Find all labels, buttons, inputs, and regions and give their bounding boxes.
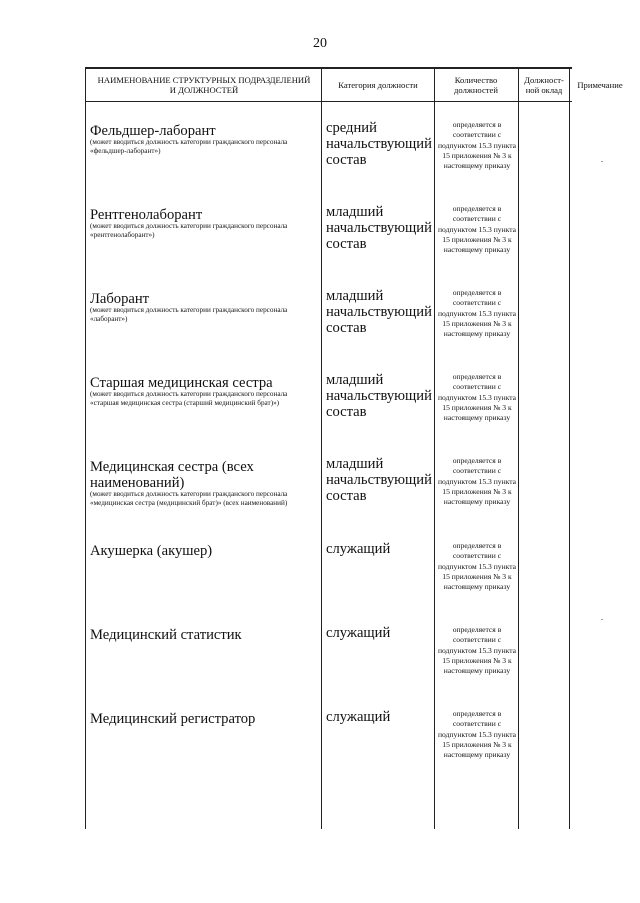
position-note: (может вводиться должность категории гражданского персонала «старшая медицинская сестра (старший медицинский брат)») (90, 390, 288, 407)
position-title: Акушерка (акушер) (90, 543, 213, 559)
position-count: определяется в соответствии с подпунктом 15.3 пункта 15 приложения № 3 к настоящему приказу (437, 541, 517, 592)
table-col-line-3 (518, 67, 519, 829)
position-category: младший начальствующий состав (326, 372, 432, 420)
position-note: (может вводиться должность категории гражданского персонала «фельдшер-лаборант») (90, 138, 288, 155)
position-title: Старшая медицинская сестра (90, 375, 273, 391)
header-count: Количество должностей (454, 75, 498, 95)
position-count: определяется в соответствии с подпунктом 15.3 пункта 15 приложения № 3 к настоящему приказу (437, 288, 517, 339)
position-category: служащий (326, 541, 391, 557)
table-col-line-0 (85, 67, 86, 829)
position-title: Рентгенолаборант (90, 207, 203, 223)
position-category: младший начальствующий состав (326, 288, 432, 336)
position-count: определяется в соответствии с подпунктом 15.3 пункта 15 приложения № 3 к настоящему приказу (437, 204, 517, 255)
table-col-line-1 (321, 67, 322, 829)
position-category: младший начальствующий состав (326, 456, 432, 504)
position-category: младший начальствующий состав (326, 204, 432, 252)
table-header-border (85, 101, 572, 102)
position-count: определяется в соответствии с подпунктом 15.3 пункта 15 приложения № 3 к настоящему приказу (437, 120, 517, 171)
header-note: Примечание (577, 80, 623, 90)
header-name: НАИМЕНОВАНИЕ СТРУКТУРНЫХ ПОДРАЗДЕЛЕНИЙ И ДОЛЖНОСТЕЙ (97, 75, 311, 95)
position-count: определяется в соответствии с подпунктом 15.3 пункта 15 приложения № 3 к настоящему приказу (437, 372, 517, 423)
position-category: служащий (326, 709, 391, 725)
position-count: определяется в соответствии с подпунктом 15.3 пункта 15 приложения № 3 к настоящему приказу (437, 625, 517, 676)
position-title: Медицинский регистратор (90, 711, 256, 727)
header-category: Категория должности (338, 80, 418, 90)
scan-speck (601, 619, 603, 620)
position-count: определяется в соответствии с подпунктом 15.3 пункта 15 приложения № 3 к настоящему приказу (437, 456, 517, 507)
position-title: Медицинская сестра (всех наименований) (90, 459, 254, 491)
position-category: служащий (326, 625, 391, 641)
page-number: 20 (313, 36, 327, 51)
header-salary: Должност-ной оклад (524, 75, 564, 95)
scan-speck (601, 161, 603, 162)
position-title: Лаборант (90, 291, 150, 307)
position-note: (может вводиться должность категории гражданского персонала «лаборант») (90, 306, 288, 323)
table-col-line-2 (434, 67, 435, 829)
position-count: определяется в соответствии с подпунктом 15.3 пункта 15 приложения № 3 к настоящему приказу (437, 709, 517, 760)
position-note: (может вводиться должность категории гражданского персонала «рентгенолаборант») (90, 222, 288, 239)
position-title: Фельдшер-лаборант (90, 123, 216, 139)
position-note: (может вводиться должность категории гражданского персонала «медицинская сестра (медицинский брат)» (всех наименований) (90, 490, 288, 507)
position-category: средний начальствующий состав (326, 120, 432, 168)
position-title: Медицинский статистик (90, 627, 242, 643)
table-col-line-4 (569, 67, 570, 829)
